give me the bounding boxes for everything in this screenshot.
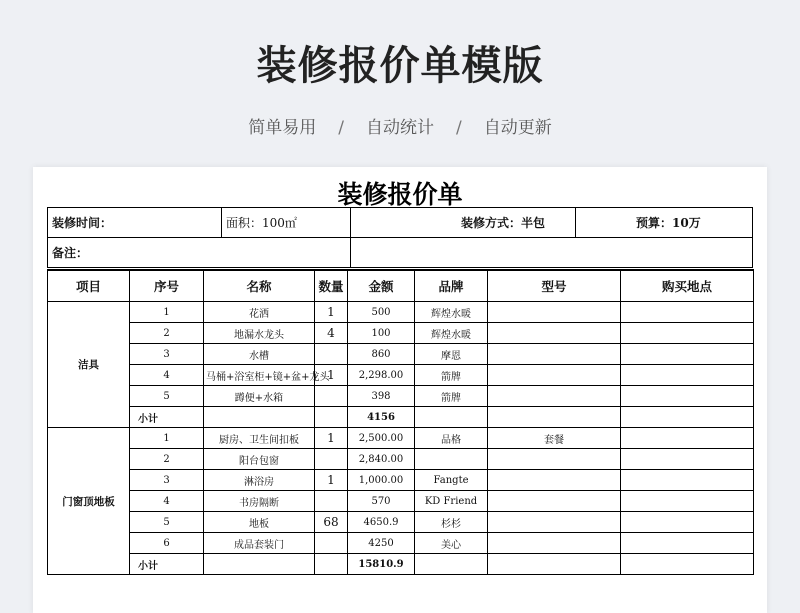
budget-field[interactable]: 预算：10万 bbox=[576, 208, 753, 238]
cell-qty[interactable]: 4 bbox=[315, 323, 348, 344]
cell-qty[interactable]: 68 bbox=[315, 512, 348, 533]
table-row bbox=[48, 470, 754, 491]
cell-qty[interactable] bbox=[315, 407, 348, 428]
cell-name[interactable]: 书房隔断 bbox=[204, 491, 315, 512]
subtotal-value[interactable]: 4156 bbox=[348, 407, 415, 428]
cell-amount[interactable]: 100 bbox=[348, 323, 415, 344]
col-header-amount: 金额 bbox=[348, 270, 415, 302]
cell-amount[interactable]: 570 bbox=[348, 491, 415, 512]
subtotal-label: 小计 bbox=[130, 554, 204, 575]
table-row bbox=[48, 533, 754, 554]
method-field[interactable]: 装修方式：半包 bbox=[351, 208, 576, 238]
cell-place[interactable] bbox=[621, 302, 754, 323]
cell-model[interactable] bbox=[488, 323, 621, 344]
cell-name[interactable]: 水槽 bbox=[204, 344, 315, 365]
cell-qty[interactable]: 1 bbox=[315, 428, 348, 449]
subtotal-row bbox=[48, 407, 754, 428]
cell-model[interactable] bbox=[488, 386, 621, 407]
info-table bbox=[47, 207, 753, 268]
cell-qty[interactable]: 1 bbox=[315, 470, 348, 491]
table-row bbox=[48, 449, 754, 470]
subtotal-row bbox=[48, 554, 754, 575]
cell-brand[interactable]: 摩恩 bbox=[415, 344, 488, 365]
subtotal-label: 小计 bbox=[130, 407, 204, 428]
cell-brand[interactable]: 辉煌水暖 bbox=[415, 302, 488, 323]
cell-name[interactable] bbox=[204, 554, 315, 575]
cell-no[interactable]: 4 bbox=[130, 491, 204, 512]
cell-brand[interactable]: 杉杉 bbox=[415, 512, 488, 533]
cell-brand[interactable] bbox=[415, 449, 488, 470]
cell-no[interactable]: 5 bbox=[130, 386, 204, 407]
cell-qty[interactable] bbox=[315, 344, 348, 365]
table-row bbox=[48, 323, 754, 344]
table-row bbox=[48, 365, 754, 386]
col-header-brand: 品牌 bbox=[415, 270, 488, 302]
sheet-title: 装修报价单 bbox=[337, 180, 463, 209]
cell-amount[interactable]: 500 bbox=[348, 302, 415, 323]
cell-no[interactable]: 1 bbox=[130, 302, 204, 323]
header-row bbox=[48, 270, 754, 302]
cell-qty[interactable] bbox=[315, 491, 348, 512]
feature-auto-stat: 自动统计 bbox=[366, 118, 434, 138]
cell-no[interactable]: 2 bbox=[130, 323, 204, 344]
cell-name[interactable]: 地漏水龙头 bbox=[204, 323, 315, 344]
cell-brand[interactable]: 箭牌 bbox=[415, 365, 488, 386]
cell-amount[interactable]: 1,000.00 bbox=[348, 470, 415, 491]
cell-brand[interactable] bbox=[415, 554, 488, 575]
cell-amount[interactable]: 2,500.00 bbox=[348, 428, 415, 449]
cell-model[interactable] bbox=[488, 470, 621, 491]
cell-place[interactable] bbox=[621, 470, 754, 491]
banner-features bbox=[0, 113, 800, 138]
cell-no[interactable]: 6 bbox=[130, 533, 204, 554]
cell-qty[interactable] bbox=[315, 533, 348, 554]
cell-model[interactable] bbox=[488, 449, 621, 470]
area-field[interactable]: 面积：100㎡ bbox=[222, 208, 351, 238]
cell-name[interactable]: 厨房、卫生间扣板 bbox=[204, 428, 315, 449]
cell-no[interactable]: 4 bbox=[130, 365, 204, 386]
cell-name[interactable]: 淋浴房 bbox=[204, 470, 315, 491]
subtotal-value[interactable]: 15810.9 bbox=[348, 554, 415, 575]
col-header-no: 序号 bbox=[130, 270, 204, 302]
table-row bbox=[48, 344, 754, 365]
cell-brand[interactable]: 箭牌 bbox=[415, 386, 488, 407]
cell-brand[interactable]: Fangte bbox=[415, 470, 488, 491]
cell-name[interactable]: 马桶+浴室柜+镜+盆+龙头 bbox=[204, 365, 315, 386]
feature-separator: / bbox=[338, 118, 344, 138]
cell-name[interactable]: 成品套装门 bbox=[204, 533, 315, 554]
cell-place[interactable] bbox=[621, 344, 754, 365]
remark-value[interactable] bbox=[351, 238, 753, 268]
cell-amount[interactable]: 4250 bbox=[348, 533, 415, 554]
cell-no[interactable]: 5 bbox=[130, 512, 204, 533]
banner-title: 装修报价单模版 bbox=[256, 43, 544, 89]
cell-amount[interactable]: 2,298.00 bbox=[348, 365, 415, 386]
group-name-doors-windows[interactable]: 门窗顶地板 bbox=[48, 428, 130, 575]
cell-name[interactable]: 蹲便+水箱 bbox=[204, 386, 315, 407]
cell-place[interactable] bbox=[621, 533, 754, 554]
table-row bbox=[48, 491, 754, 512]
cell-place[interactable] bbox=[621, 491, 754, 512]
cell-brand[interactable]: 辉煌水暖 bbox=[415, 323, 488, 344]
cell-no[interactable]: 2 bbox=[130, 449, 204, 470]
table-row bbox=[48, 512, 754, 533]
cell-place[interactable] bbox=[621, 512, 754, 533]
cell-name[interactable]: 地板 bbox=[204, 512, 315, 533]
cell-place[interactable] bbox=[621, 365, 754, 386]
cell-place[interactable] bbox=[621, 386, 754, 407]
group-name-sanitary[interactable]: 洁具 bbox=[48, 302, 130, 428]
feature-separator: / bbox=[456, 118, 462, 138]
cell-place[interactable] bbox=[621, 554, 754, 575]
remark-label[interactable]: 备注： bbox=[48, 238, 351, 268]
cell-place[interactable] bbox=[621, 323, 754, 344]
cell-model[interactable] bbox=[488, 344, 621, 365]
cell-brand[interactable]: 品格 bbox=[415, 428, 488, 449]
cell-model[interactable] bbox=[488, 365, 621, 386]
cell-brand[interactable]: KD Friend bbox=[415, 491, 488, 512]
cell-qty[interactable] bbox=[315, 554, 348, 575]
cell-name[interactable]: 阳台包窗 bbox=[204, 449, 315, 470]
cell-name[interactable] bbox=[204, 407, 315, 428]
table-row bbox=[48, 302, 754, 323]
cell-brand[interactable] bbox=[415, 407, 488, 428]
cell-qty[interactable]: 1 bbox=[315, 365, 348, 386]
cell-model[interactable] bbox=[488, 533, 621, 554]
cell-place[interactable] bbox=[621, 428, 754, 449]
table-row bbox=[48, 428, 754, 449]
quote-sheet bbox=[33, 167, 767, 613]
col-header-name: 名称 bbox=[204, 270, 315, 302]
cell-brand[interactable]: 美心 bbox=[415, 533, 488, 554]
cell-amount[interactable]: 860 bbox=[348, 344, 415, 365]
col-header-qty: 数量 bbox=[315, 270, 348, 302]
table-row bbox=[48, 386, 754, 407]
quote-table bbox=[47, 269, 754, 575]
decor-time-label[interactable]: 装修时间： bbox=[48, 208, 222, 238]
cell-place[interactable] bbox=[621, 449, 754, 470]
cell-model[interactable] bbox=[488, 407, 621, 428]
cell-no[interactable]: 3 bbox=[130, 470, 204, 491]
col-header-place: 购买地点 bbox=[621, 270, 754, 302]
feature-auto-update: 自动更新 bbox=[483, 118, 552, 138]
cell-amount[interactable]: 2,840.00 bbox=[348, 449, 415, 470]
col-header-item: 项目 bbox=[48, 270, 130, 302]
cell-model[interactable] bbox=[488, 512, 621, 533]
cell-amount[interactable]: 398 bbox=[348, 386, 415, 407]
cell-name[interactable]: 花洒 bbox=[204, 302, 315, 323]
cell-no[interactable]: 1 bbox=[130, 428, 204, 449]
cell-model[interactable]: 套餐 bbox=[488, 428, 621, 449]
cell-model[interactable] bbox=[488, 554, 621, 575]
cell-qty[interactable] bbox=[315, 449, 348, 470]
cell-no[interactable]: 3 bbox=[130, 344, 204, 365]
cell-model[interactable] bbox=[488, 491, 621, 512]
cell-amount[interactable]: 4650.9 bbox=[348, 512, 415, 533]
feature-easy: 简单易用 bbox=[248, 118, 317, 138]
col-header-model: 型号 bbox=[488, 270, 621, 302]
cell-model[interactable] bbox=[488, 302, 621, 323]
cell-qty[interactable] bbox=[315, 386, 348, 407]
cell-qty[interactable]: 1 bbox=[315, 302, 348, 323]
cell-place[interactable] bbox=[621, 407, 754, 428]
